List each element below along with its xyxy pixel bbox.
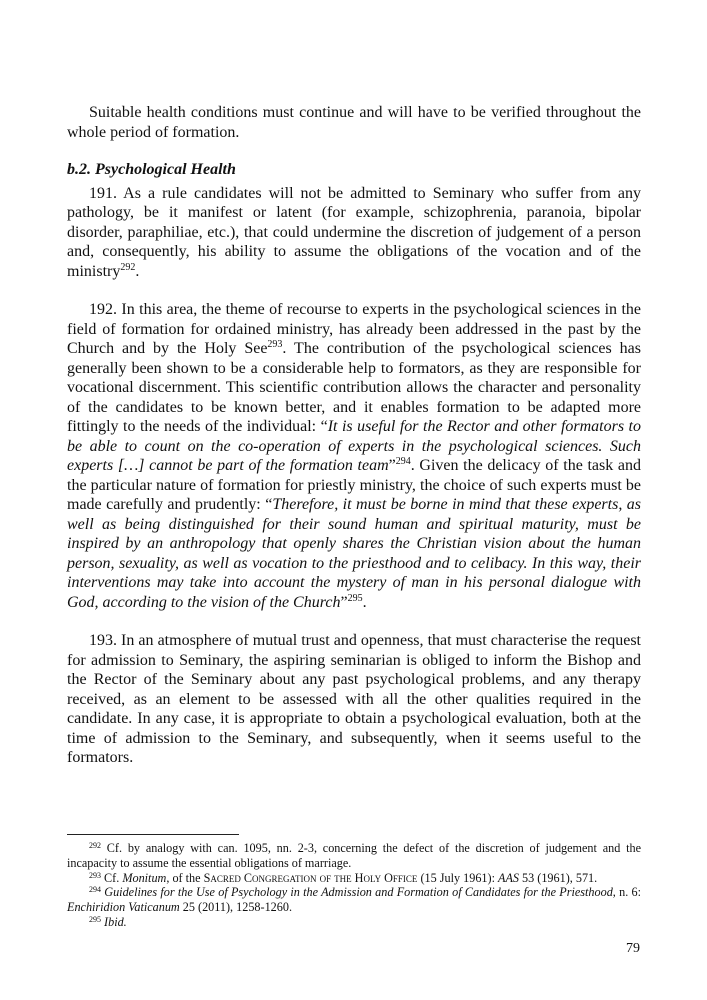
page-number: 79: [626, 941, 640, 956]
paragraph-192: [67, 300, 641, 612]
footnote-293-aas: AAS: [498, 870, 519, 885]
footnote-number-292: 292: [89, 841, 101, 850]
paragraph-191: [67, 184, 641, 282]
footnote-ref-295[interactable]: 295: [347, 592, 363, 604]
intro-paragraph: Suitable health conditions must continue and will have to be verified throughout the whole period of formation.: [67, 104, 641, 141]
footnote-number-293: 293: [89, 870, 101, 880]
footnote-295-ibid: Ibid.: [104, 914, 127, 929]
footnote-294-e: 25 (2011), 1258-1260.: [179, 900, 293, 915]
section-heading: b.2. Psychological Health: [67, 161, 236, 178]
footnote-ref-292[interactable]: 292: [120, 261, 136, 273]
paragraph-193: 193. In an atmosphere of mutual trust and openness, that must characterise the request for admission to Seminary, the aspiring seminarian is obliged to inform the Bishop and the Rector of the Seminary about any past psychological problems, and any therapy received, as an element to be assessed with all the other qualities required in the candidate. In any case, it is appropriate to obtain a psychological evaluation, both at the time of admission to the Seminary, and subsequently, when it seems useful to the formators.: [67, 632, 641, 766]
page-body: [67, 103, 641, 768]
quote-close-1: ”: [388, 457, 396, 474]
footnote-294: [67, 885, 641, 915]
footnote-number-294: 294: [89, 885, 101, 895]
footnote-number-295: 295: [89, 914, 101, 924]
paragraph-191-text: 191. As a rule candidates will not be admitted to Seminary who suffer from any pathology, be it manifest or latent (for example, schizophrenia, paranoia, bipolar disorder, paraphiliae, etc.), that could undermine the discretion of judgement of a person and, consequently, his ability to assume the obligations of the vocation and of the ministry: [67, 184, 641, 280]
paragraph-191-end: .: [135, 262, 140, 280]
quote-close-2: ”: [340, 593, 348, 611]
footnote-292-text: Cf. by analogy with can. 1095, nn. 2-3, concerning the defect of the discretion of judgement and the incapacity to assume the essential obligations of marriage.: [67, 841, 641, 870]
paragraph-192-end: .: [362, 593, 367, 611]
quote-guidelines-1: It is useful for the Rector and other formators to be able to count on the co-operation of experts in the psychological sciences. Such experts […] cannot be part of the formation team: [67, 418, 642, 474]
paragraph-192-text-2: . The contribution of the psychological sciences has generally been shown to be a considerable help to formators, as they are responsible for vocational discernment. This scientific contribution allows the character and personality of the candidates to be known better, and it enables formation to be adapted more fittingly to the needs of the individual: “: [67, 340, 641, 435]
footnote-293-monitum: Monitum: [122, 870, 167, 885]
footnote-294-enchiridion: Enchiridion Vaticanum: [67, 900, 180, 915]
footnote-293-c: , of the: [166, 870, 204, 885]
footnote-295: [67, 915, 641, 930]
footnote-293-g: 53 (1961), 571.: [519, 870, 598, 885]
footnote-293-e: (15 July 1961):: [417, 870, 499, 885]
quote-guidelines-2: Therefore, it must be borne in mind that these experts, as well as being distinguished for their sound human and spiritual maturity, must be inspired by an anthropology that openly shares the Christian vision about the human person, sexuality, as well as vocation to the priesthood and to celibacy. In this way, their interventions may take into account the mystery of man in his personal dialogue with God, according to the vision of the Church: [67, 496, 642, 611]
footnote-293-a: Cf.: [101, 870, 123, 885]
footnote-292: [67, 841, 641, 871]
footnote-294-guidelines: Guidelines for the Use of Psychology in the Admission and Formation of Candidates for the Priesthood: [104, 885, 613, 900]
footnote-294-c: , n. 6:: [612, 885, 642, 900]
footnote-ref-294[interactable]: 294: [395, 456, 411, 467]
footnote-293-congregation: Sacred Congregation of the Holy Office: [203, 870, 418, 885]
paragraph-192-text-3: . Given the delicacy of the task and the particular nature of formation for priestly ministry, the choice of such experts must be made carefully and prudently: “: [67, 457, 641, 513]
paragraph-192-text-1: 192. In this area, the theme of recourse to experts in the psychological sciences in the field of formation for ordained ministry, has already been addressed in the past by the Church and by the Holy See: [67, 301, 641, 357]
footnote-293: [67, 871, 641, 886]
footnote-ref-293[interactable]: 293: [267, 339, 283, 350]
footnotes: [67, 834, 641, 930]
footnote-divider: [67, 834, 239, 835]
